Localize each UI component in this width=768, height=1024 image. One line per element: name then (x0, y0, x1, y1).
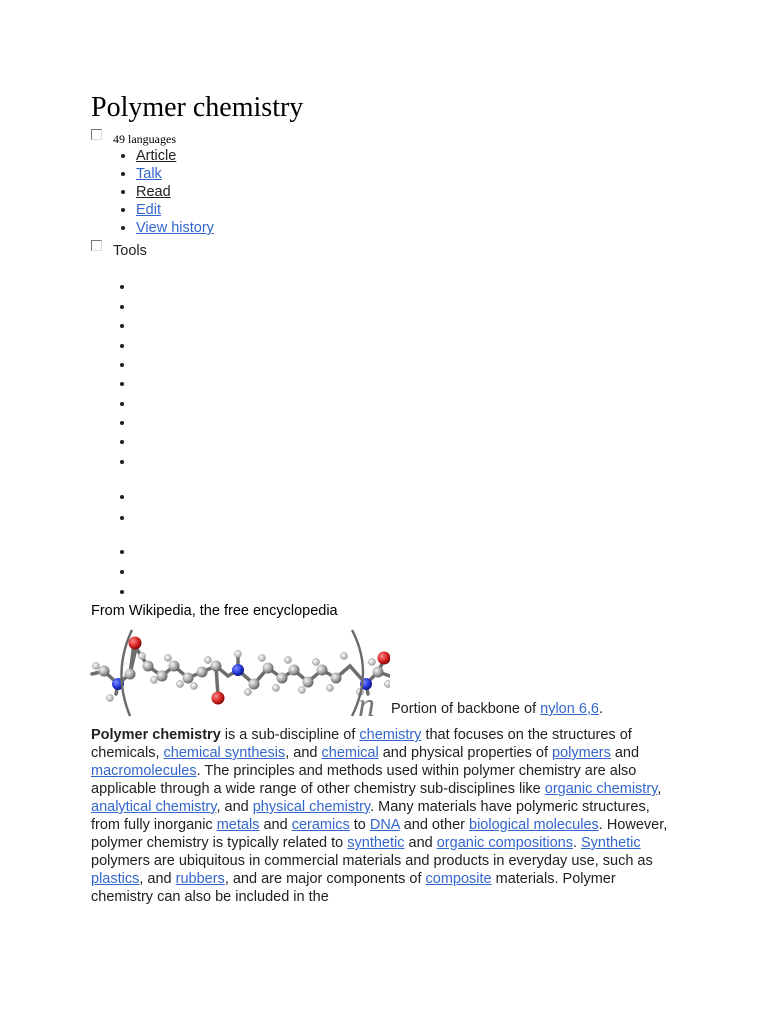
nav-item-edit (136, 201, 214, 219)
list-bullet (120, 382, 124, 386)
list-bullet (120, 324, 124, 328)
link-polymers[interactable]: polymers (552, 745, 611, 761)
link-organic-compositions[interactable]: organic compositions (436, 835, 573, 851)
link-ceramics[interactable]: ceramics (291, 817, 350, 833)
tab-read[interactable]: Read (136, 184, 171, 200)
list-bullet (120, 421, 124, 425)
link-analytical-chemistry[interactable]: analytical chemistry (91, 799, 217, 815)
tab-talk[interactable]: Talk (136, 166, 162, 182)
list-bullet (120, 363, 124, 367)
list-bullet (120, 440, 124, 444)
link-dna[interactable]: DNA (369, 817, 400, 833)
list-bullet (120, 516, 124, 520)
list-bullet (120, 344, 124, 348)
link-composite[interactable]: composite (425, 871, 492, 887)
list-bullet (120, 570, 124, 574)
list-bullet (120, 460, 124, 464)
languages-toggle[interactable]: 49 languages (113, 132, 176, 146)
nav-item-article (136, 147, 214, 165)
link-chemistry[interactable]: chemistry (359, 727, 422, 743)
nav-item-read (136, 183, 214, 201)
repeat-unit-symbol: n (358, 687, 375, 718)
link-organic-chemistry[interactable]: organic chemistry (544, 781, 658, 797)
link-chemical[interactable]: chemical (321, 745, 379, 761)
site-tagline: From Wikipedia, the free encyclopedia (91, 603, 338, 619)
nylon-molecule-image[interactable] (90, 626, 390, 718)
list-bullet (120, 402, 124, 406)
link-nylon-6-6[interactable]: nylon 6,6 (540, 701, 599, 717)
list-bullet (120, 305, 124, 309)
page-actions-list (113, 147, 214, 237)
link-biological-molecules[interactable]: biological molecules (469, 817, 599, 833)
link-rubbers[interactable]: rubbers (175, 871, 225, 887)
list-bullet (120, 550, 124, 554)
list-bullet (120, 590, 124, 594)
link-synthetic-polymers[interactable]: Synthetic (581, 835, 641, 851)
link-physical-chemistry[interactable]: physical chemistry (252, 799, 371, 815)
article-subject: Polymer chemistry (91, 727, 221, 743)
tab-article[interactable]: Article (136, 148, 177, 164)
nav-item-view-history (136, 219, 214, 237)
tools-checkbox[interactable] (91, 240, 102, 251)
link-synthetic[interactable]: synthetic (347, 835, 405, 851)
list-bullet (120, 495, 124, 499)
page-title: Polymer chemistry (91, 92, 304, 123)
link-metals[interactable]: metals (216, 817, 260, 833)
languages-checkbox[interactable] (91, 129, 102, 140)
link-plastics[interactable]: plastics (91, 871, 140, 887)
nav-item-talk (136, 165, 214, 183)
link-macromolecules[interactable]: macromolecules (91, 763, 197, 779)
tab-view-history[interactable]: View history (136, 220, 214, 236)
figure-caption: Portion of backbone of nylon 6,6. (391, 701, 604, 717)
tools-toggle[interactable]: Tools (113, 243, 147, 259)
list-bullet (120, 285, 124, 289)
link-chemical-synthesis[interactable]: chemical synthesis (163, 745, 286, 761)
intro-paragraph: Polymer chemistry is a sub-discipline of chemistry that focuses on the structures of chemicals, chemical synthesis, and chemical and physical properties of polymers and macromolecules. The principles and methods used within polymer chemistry are also applicable through a wide range of other chemistry sub-disciplines like organic chemistry, analytical chemistry, and physical chemistry. Many materials have polymeric structures, from fully inorganic metals and ceramics to DNA and other biological molecules. However, polymer chemistry is typically related to synthetic and organic compositions. Synthetic polymers are ubiquitous in commercial materials and products in everyday use, such as plastics, and rubbers, and are major components of composite materials. Polymer chemistry can also be included in the (91, 727, 668, 905)
tab-edit[interactable]: Edit (136, 202, 161, 218)
